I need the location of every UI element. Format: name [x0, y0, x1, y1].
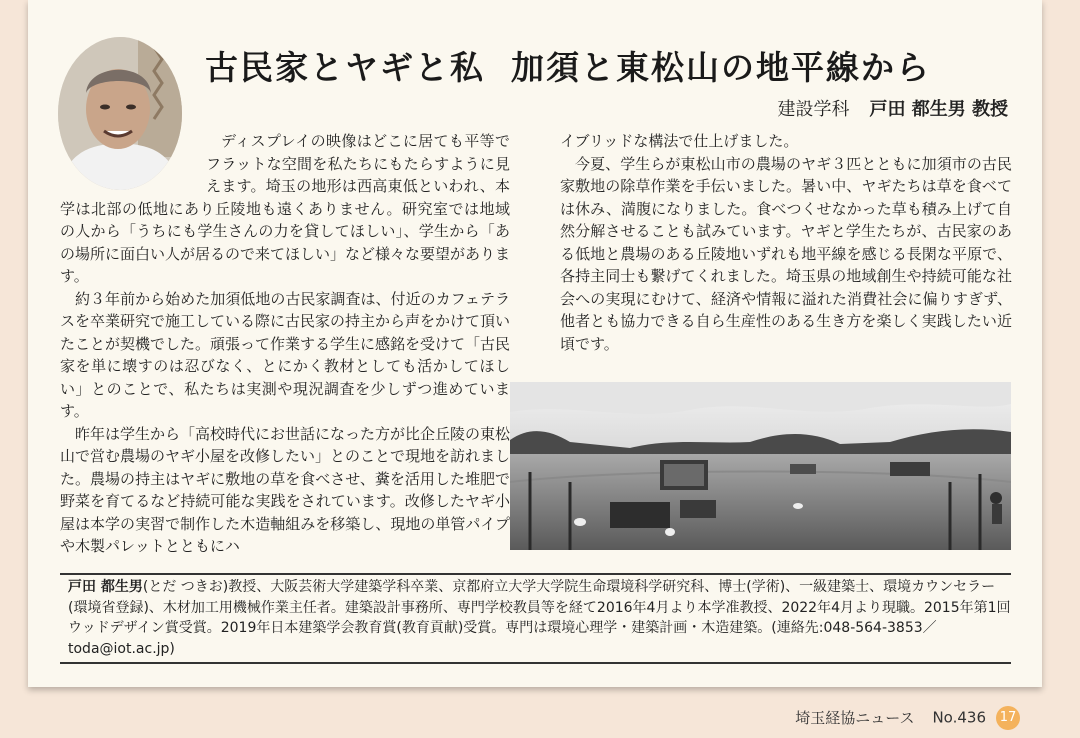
bio-name: 戸田 都生男: [68, 579, 143, 595]
portrait-wrap-space: [60, 130, 206, 197]
publication-name: 埼玉経協ニュース: [795, 708, 915, 727]
page-footer: [795, 706, 1020, 730]
paragraph: 昨年は学生から「高校時代にお世話になった方が比企丘陵の東松山で営む農場のヤギ小屋を改修したい」とのことで現地を訪れました。農場の持主はヤギに敷地の草を食べさせ、糞を活用した堆肥で野菜を育てるなど持続可能な実践をされています。改修したヤギ小屋は本学の実習で制作した木造軸組みを移築し、現地の単管パイプや木製パレットとともにハ: [60, 424, 511, 555]
bio-text: (とだ つきお)教授、大阪芸術大学建築学科卒業、京都府立大学大学院生命環境科学研究科、博士(学術)、一級建築士、環境カウンセラー(環境省登録)、木材加工用機械作業主任者。建築設計事務所、専門学校教員等を経て2016年4月より本学准教授、2022年4月より現職。2015年第1回ウッドデザイン賞受賞。2019年日本建築学会教育賞(教育貢献)受賞。専門は環境心理学・建築計画・木造建築。(連絡先:048-564-3853／toda@iot.ac.jp): [68, 579, 1011, 657]
farm-photo: [510, 382, 1011, 550]
author-name: 戸田 都生男 教授: [869, 99, 1008, 120]
paragraph: 今夏、学生らが東松山市の農場のヤギ３匹とともに加須市の古民家敷地の除草作業を手伝いました。暑い中、ヤギたちは草を食べては休み、満腹になりました。食べつくせなかった草も積み上げて自然分解させることも試みています。ヤギと学生たちが、古民家のある低地と農場のある丘陵地いずれも地平線を感じる長閑な平原で、各持主同士も繋げてくれました。埼玉県の地域創生や持続可能な社会への実現にむけて、経済や情報に溢れた消費社会に偏りすぎず、他者とも協力できる自ら生産性のある生き方を楽しく実践したい近頃です。: [560, 154, 1012, 353]
title-part-2: 加須と東松山の地平線から: [511, 48, 931, 87]
body-column-2: [560, 130, 1012, 355]
paragraph: 約３年前から始めた加須低地の古民家調査は、付近のカフェテラスを卒業研究で施工している際に古民家の持主から声をかけて頂いたことが契機でした。頑張って作業する学生に感銘を受けて「古民家を単に壊すのは忍びなく、とにかく教材としても活かしてほしい」とのことで、私たちは実測や現況調査を少しずつ進めています。: [60, 289, 511, 420]
title-part-1: 古民家とヤギと私: [205, 48, 485, 87]
paragraph: ディスプレイの映像はどこに居ても平等でフラットな空間を私たちにもたらすように見えます。埼玉の地形は西高東低といわれ、本学は北部の低地にあり丘陵地も遠くありません。研究室では地域の人から「うちにも学生さんの力を貸してほしい」、学生から「あの場所に面白い人が居るので来てほしい」など様々な要望があります。: [60, 132, 511, 285]
author-bio: [60, 573, 1011, 664]
article-title: [205, 42, 931, 89]
paragraph-continuation: イブリッドな構法で仕上げました。: [560, 132, 799, 150]
department: 建設学科: [777, 99, 850, 120]
body-column-1: [60, 130, 510, 558]
page-number-badge: 17: [996, 706, 1020, 730]
issue-number: No.436: [932, 708, 986, 727]
author-line: [777, 95, 1008, 121]
